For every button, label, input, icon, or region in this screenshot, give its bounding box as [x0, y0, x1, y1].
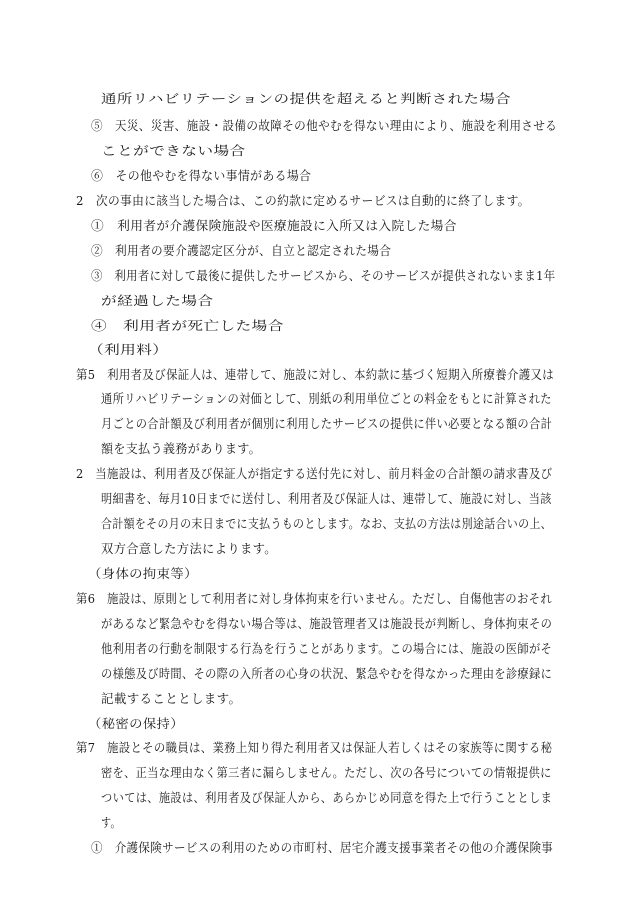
text-line: ことができない場合: [101, 143, 246, 158]
paragraph-line: 明細書を、毎月10日までに送付し、利用者及び保証人は、連帯して、施設に対し、当該: [101, 491, 552, 506]
article-line: 通所リハビリテーションの対価として、別紙の利用単位ごとの料金をもとに計算された: [101, 391, 552, 406]
paragraph-line: 合計額をその月の末日までに支払うものとします。なお、支払の方法は別途話合いの上、: [101, 516, 552, 531]
article-line: 記載することとします。: [101, 691, 242, 706]
section-heading: （身体の拘束等）: [88, 566, 198, 581]
article-line: 第6 施設は、原則として利用者に対し身体拘束を行いません。ただし、自傷他害のおそれ: [76, 591, 553, 606]
paragraph-line: 2 次の事由に該当した場合は、この約款に定めるサービスは自動的に終了します。: [76, 193, 530, 208]
list-item: ① 利用者が介護保険施設や医療施設に入所又は入院した場合: [91, 218, 457, 233]
article-line: 第7 施設とその職員は、業務上知り得た利用者又は保証人若しくはその家族等に関する秘: [76, 740, 553, 755]
section-heading: （秘密の保持）: [88, 716, 184, 731]
article-line: 他利用者の行動を制限する行為を行うことがあります。この場合には、施設の医師がそ: [101, 641, 553, 656]
text-line: 通所リハビリテーションの提供を超えると判断された場合: [101, 91, 511, 106]
article-line: 月ごとの合計額及び利用者が個別に利用したサービスの提供に伴い必要となる額の合計: [101, 416, 553, 431]
list-item: ② 利用者の要介護認定区分が、自立と認定された場合: [91, 243, 392, 258]
text-line: が経過した場合: [101, 293, 214, 308]
section-heading: （利用料）: [88, 342, 169, 357]
article-line: 密を、正当な理由なく第三者に漏らしません。ただし、次の各号についての情報提供に: [101, 765, 552, 780]
article-line: す。: [101, 815, 121, 830]
article-line: 第5 利用者及び保証人は、連帯して、施設に対し、本約款に基づく短期入所療養介護又は: [76, 367, 555, 382]
list-item: ⑤ 天災、災害、施設・設備の故障その他やむを得ない理由により、施設を利用させる: [91, 118, 558, 133]
article-line: ついては、施設は、利用者及び保証人から、あらかじめ同意を得た上で行うこととしま: [101, 790, 553, 805]
paragraph-line: 2 当施設は、利用者及び保証人が指定する送付先に対し、前月料金の合計額の請求書及び: [76, 466, 553, 481]
list-item: ① 介護保険サービスの利用のための市町村、居宅介護支援事業者その他の介護保険事: [91, 840, 554, 855]
list-item: ③ 利用者に対して最後に提供したサービスから、そのサービスが提供されないまま1年: [91, 268, 556, 283]
article-line: 額を支払う義務があります。: [101, 441, 262, 456]
paragraph-line: 双方合意した方法によります。: [101, 541, 277, 556]
article-line: があるなど緊急やむを得ない場合等は、施設管理者又は施設長が判断し、身体拘束その: [101, 616, 553, 631]
article-line: の様態及び時間、その際の入所者の心身の状況、緊急やむを得なかった理由を診療録に: [101, 666, 553, 681]
list-item: ⑥ その他やむを得ない事情がある場合: [91, 168, 312, 183]
list-item: ④ 利用者が死亡した場合: [91, 318, 284, 333]
